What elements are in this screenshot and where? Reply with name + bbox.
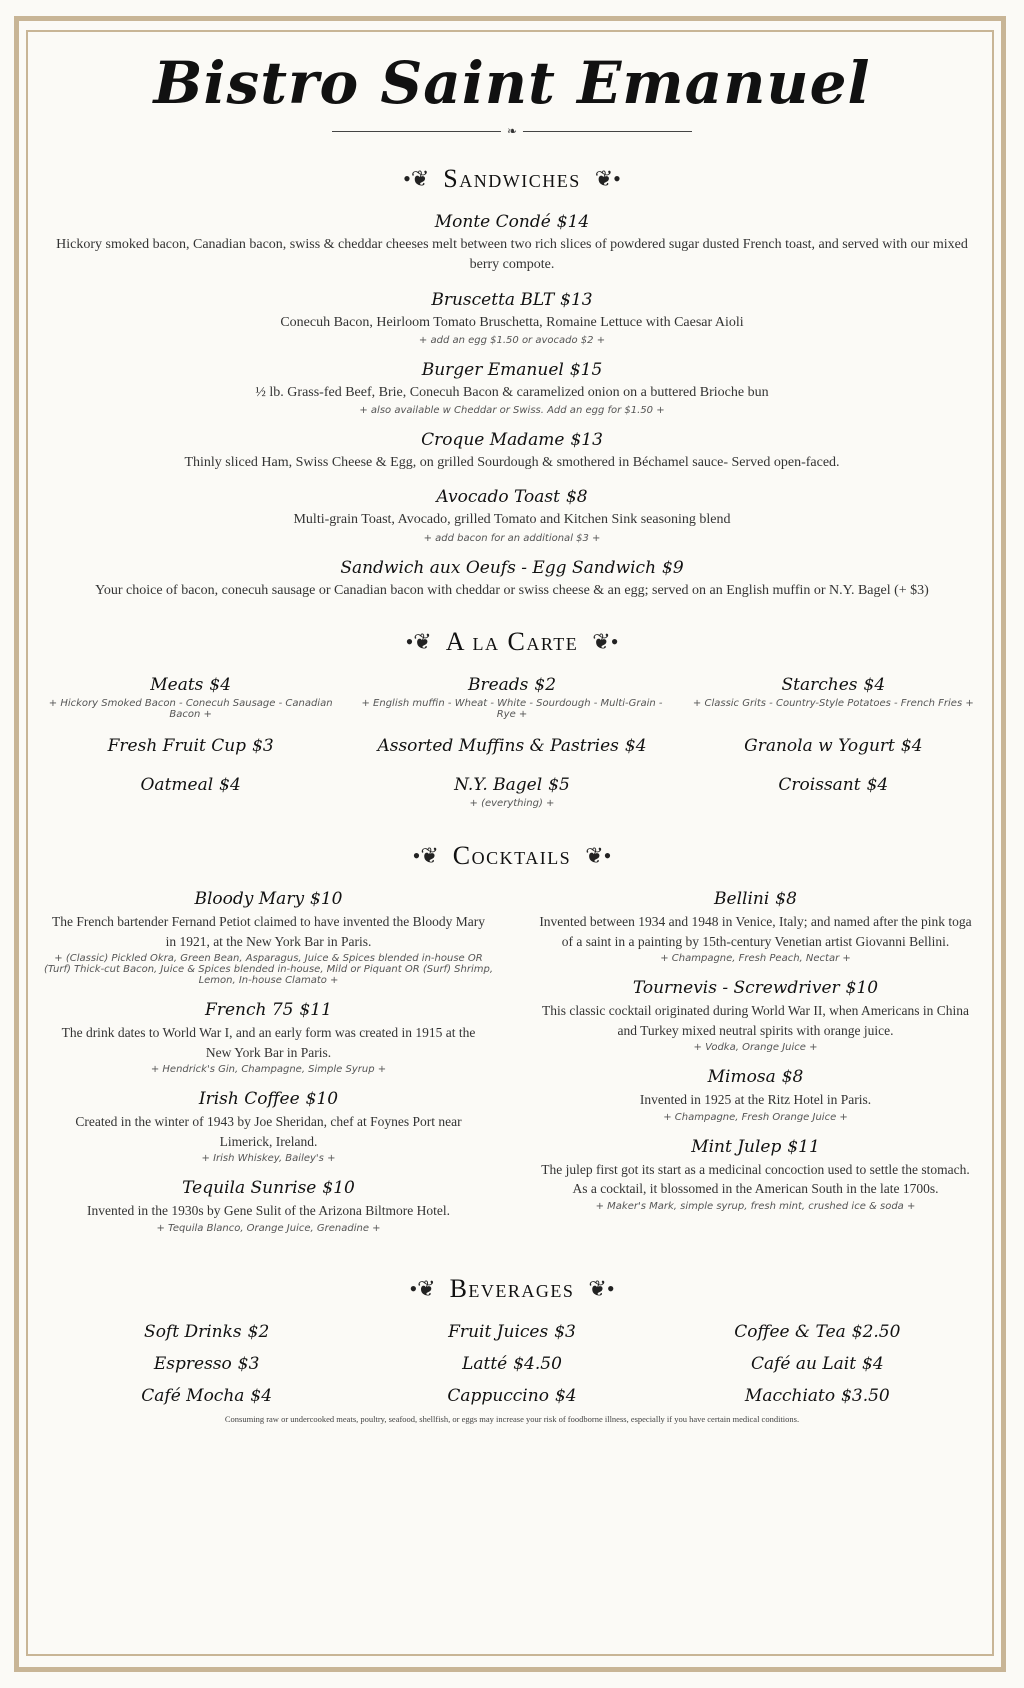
item-name-line [683,775,984,795]
menu-item [359,1354,664,1374]
menu-item [683,675,984,720]
item-name-line [34,487,990,507]
item-price: $8 [775,889,797,910]
item-price: $4 [554,1386,577,1407]
menu-item [34,212,990,276]
item-name: Bruscetta BLT [431,289,555,310]
item-name-line [665,1386,970,1406]
item-name-line [54,1322,359,1342]
item-price: $2 [534,675,557,696]
item-name: Tournevis - Screwdriver [632,978,840,999]
item-name: Latté [462,1354,508,1375]
item-name-line [40,675,341,695]
item-name-line [40,736,341,756]
item-note: + Maker's Mark, simple syrup, fresh mint, crushed ice & soda + [595,1201,916,1213]
item-price: $3 [237,1354,260,1375]
section-heading-beverages [34,1274,990,1304]
item-name-line [361,736,662,756]
item-name: Assorted Muffins & Pastries [377,736,619,757]
item-price: $3 [252,736,274,757]
item-price: $4 [219,775,241,796]
item-name: Croque Madame [421,430,565,451]
menu-item [665,1386,970,1406]
item-name-line [361,775,662,795]
item-name-line [665,1322,970,1342]
item-note: + Vodka, Orange Juice + [693,1042,818,1054]
item-price: $13 [570,430,603,451]
item-name-line [34,212,990,232]
item-name: Bloody Mary [194,889,305,910]
item-price: $8 [781,1067,804,1088]
item-note: + Champagne, Fresh Orange Juice + [663,1111,848,1123]
cocktails-right-column [527,889,984,1248]
item-name-line [54,1354,359,1374]
item-name-line [359,1386,664,1406]
item-name: Sandwich aux Oeufs - Egg Sandwich [340,557,657,578]
section-title: Cocktails [452,841,572,871]
item-name: N.Y. Bagel [454,775,543,796]
cocktails-columns [34,889,990,1248]
section-title: Beverages [449,1274,575,1304]
item-description: The drink dates to World War I, and an early form was created in 1915 at the New York Bar in Paris. [61,1025,476,1060]
item-name: Monte Condé [434,212,551,232]
flourish-left-icon: •❦ [405,629,432,655]
item-name: Oatmeal [140,775,214,796]
menu-item [359,1386,664,1406]
item-name: Irish Coffee [198,1089,300,1110]
item-name: Fruit Juices [448,1322,549,1343]
menu-item [40,1000,497,1075]
ornament-icon: ❧ [501,124,523,138]
menu-item [54,1354,359,1374]
item-description: Multi-grain Toast, Avocado, grilled Tomato and Kitchen Sink seasoning blend [293,512,731,528]
item-price: $13 [560,289,593,310]
menu-item [359,1322,664,1342]
item-name: Mimosa [707,1067,776,1088]
item-name: French 75 [205,1000,294,1021]
item-note: + Hendrick's Gin, Champagne, Simple Syrup + [150,1064,387,1076]
item-name: Avocado Toast [436,487,560,508]
item-note: + (everything) + [469,798,555,810]
flourish-right-icon: ❦• [588,1276,615,1302]
section-title: A la Carte [445,627,579,657]
item-description: The julep first got its start as a medicinal concoction used to settle the stomach. As a cocktail, it blossomed in the American South in the late 1700s. [541,1161,970,1197]
item-price: $2 [247,1322,270,1343]
item-name-line [359,1322,664,1342]
item-name-line [683,675,984,695]
item-note: + Hickory Smoked Bacon - Conecuh Sausage - Canadian Bacon + [48,698,333,721]
item-name-line [34,290,990,310]
item-description: ½ lb. Grass-fed Beef, Brie, Conecuh Bacon & caramelized onion on a buttered Brioche bun [255,384,769,400]
item-price: $11 [299,1000,332,1021]
item-name-line [359,1354,664,1374]
item-description: Thinly sliced Ham, Swiss Cheese & Egg, on grilled Sourdough & smothered in Béchamel sauce- Served open-faced. [184,455,840,471]
item-name-line [40,1178,497,1198]
item-note: + English muffin - Wheat - White - Sourdough - Multi-Grain - Rye + [361,698,663,721]
item-name-line [683,736,984,756]
item-name-line [527,1137,984,1157]
flourish-right-icon: ❦• [592,629,619,655]
item-name-line [527,889,984,909]
menu-item [683,736,984,759]
beverages-grid [34,1322,990,1406]
menu-item [527,1067,984,1123]
menu-item [40,1178,497,1234]
item-price: $4 [862,1354,884,1375]
item-name: Espresso [153,1354,232,1375]
item-name: Fresh Fruit Cup [107,736,247,757]
item-name-line [54,1386,359,1406]
item-name: Mint Julep [691,1136,782,1157]
item-price: $8 [565,487,588,508]
item-price: $11 [787,1136,820,1157]
section-heading-cocktails [34,841,990,871]
item-price: $4.50 [513,1354,562,1375]
item-price: $10 [305,1089,339,1110]
menu-item [54,1386,359,1406]
menu-item [683,775,984,809]
section-title: Sandwiches [443,164,581,193]
item-note: + (Classic) Pickled Okra, Green Bean, Asparagus, Juice & Spices blended in-house OR (Turf) Thick-cut Bacon, Juice & Spices blended in-house, Mild or Piquant OR (Surf) Shrimp, Lemon, In-house Clamato + [44,953,493,987]
item-name-line [34,360,990,380]
flourish-right-icon: ❦• [594,166,621,191]
item-note: + Irish Whiskey, Bailey's + [201,1153,336,1165]
item-name: Café Mocha [141,1386,245,1407]
menu-item [40,1089,497,1164]
item-note: + add bacon for an additional $3 + [423,532,601,544]
item-note: + Tequila Blanco, Orange Juice, Grenadine + [156,1223,381,1235]
item-name-line [40,1000,497,1020]
item-name-line [527,978,984,998]
menu-item [34,558,990,601]
item-name: Soft Drinks [144,1322,242,1343]
cocktails-left-column [40,889,497,1248]
flourish-left-icon: •❦ [403,166,430,191]
item-description: This classic cocktail originated during World War II, when Americans in China and Turkey mixed neutral spirits with orange juice. [542,1003,969,1038]
item-description: Hickory smoked bacon, Canadian bacon, swiss & cheddar cheeses melt between two rich slices of powdered sugar dusted French toast, and served with our mixed berry compote. [56,237,968,273]
menu-item [34,360,990,416]
item-price: $4 [250,1386,273,1407]
flourish-right-icon: ❦• [585,843,612,869]
menu-item [665,1322,970,1342]
restaurant-title: Bistro Saint Emanuel [153,49,871,117]
item-description: The French bartender Fernand Petiot claimed to have invented the Bloody Mary in 1921, at the New York Bar in Paris. [52,914,485,949]
menu-item [527,978,984,1053]
item-price: $4 [900,736,923,757]
item-name: Burger Emanuel [421,359,564,380]
item-name: Bellini [714,889,770,910]
item-price: $15 [569,359,603,380]
menu-item [40,736,341,759]
item-name-line [527,1067,984,1087]
item-name-line [40,775,341,795]
menu-item [665,1354,970,1374]
alacarte-grid [34,675,990,815]
item-price: $10 [322,1178,355,1199]
menu-item [527,889,984,964]
menu-item [40,775,341,809]
menu-item [40,889,497,986]
food-safety-disclaimer: Consuming raw or undercooked meats, poultry, seafood, shellfish, or eggs may increase your risk of foodborne illness, especially if you have certain medical conditions. [224,1414,800,1425]
menu-item [361,736,662,759]
item-note: + also available w Cheddar or Swiss. Add an egg for $1.50 + [359,405,665,417]
section-heading-alacarte [34,627,990,657]
menu-item [54,1322,359,1342]
item-name-line [40,1089,497,1109]
item-price: $3.50 [841,1386,890,1407]
item-price: $5 [548,775,570,796]
section-heading-sandwiches [34,164,990,194]
item-price: $4 [624,736,647,757]
item-name: Meats [150,675,204,696]
item-name: Café au Lait [750,1354,857,1375]
menu-item [40,675,341,720]
item-price: $4 [209,675,232,696]
item-name: Croissant [778,775,861,796]
item-price: $10 [310,889,343,910]
item-name: Starches [781,675,858,696]
item-price: $3 [554,1322,576,1343]
item-note: + Classic Grits - Country-Style Potatoes - French Fries + [692,698,974,710]
menu-content [34,36,990,1424]
item-name: Breads [467,675,529,696]
item-description: Created in the winter of 1943 by Joe Sheridan, chef at Foynes Port near Limerick, Ireland. [75,1114,462,1149]
menu-item [34,290,990,346]
item-name: Macchiato [744,1386,836,1407]
item-price: $4 [863,675,886,696]
item-note: + Champagne, Fresh Peach, Nectar + [660,953,851,965]
item-name-line [361,675,662,695]
item-description: Conecuh Bacon, Heirloom Tomato Bruschetta, Romaine Lettuce with Caesar Aioli [280,314,744,330]
item-name-line [34,430,990,450]
sandwich-list [34,212,990,601]
item-price: $10 [845,978,879,999]
menu-item [361,675,662,720]
item-price: $14 [556,212,590,232]
item-note: + add an egg $1.50 or avocado $2 + [418,334,606,346]
title-divider [332,124,692,138]
item-price: $4 [866,775,889,796]
item-description: Invented between 1934 and 1948 in Venice, Italy; and named after the pink toga of a saint in a painting by 15th-century Venetian artist Giovanni Bellini. [539,914,972,949]
item-price: $2.50 [851,1322,901,1343]
item-name: Tequila Sunrise [182,1178,317,1199]
menu-item [34,430,990,473]
menu-item [361,775,662,809]
flourish-left-icon: •❦ [412,843,439,869]
item-price: $9 [662,557,684,578]
flourish-left-icon: •❦ [409,1276,436,1302]
item-description: Invented in the 1930s by Gene Sulit of the Arizona Biltmore Hotel. [87,1203,450,1219]
menu-item [34,487,990,543]
item-name-line [665,1354,970,1374]
item-name-line [34,558,990,578]
item-name: Cappuccino [447,1386,549,1407]
item-name-line [40,889,497,909]
item-name: Granola w Yogurt [744,736,895,757]
item-description: Your choice of bacon, conecuh sausage or Canadian bacon with cheddar or swiss cheese & an egg; served on an English muffin or N.Y. Bagel (+ $3) [95,582,929,598]
menu-item [527,1137,984,1212]
item-description: Invented in 1925 at the Ritz Hotel in Paris. [639,1092,872,1108]
item-name: Coffee & Tea [734,1322,846,1343]
